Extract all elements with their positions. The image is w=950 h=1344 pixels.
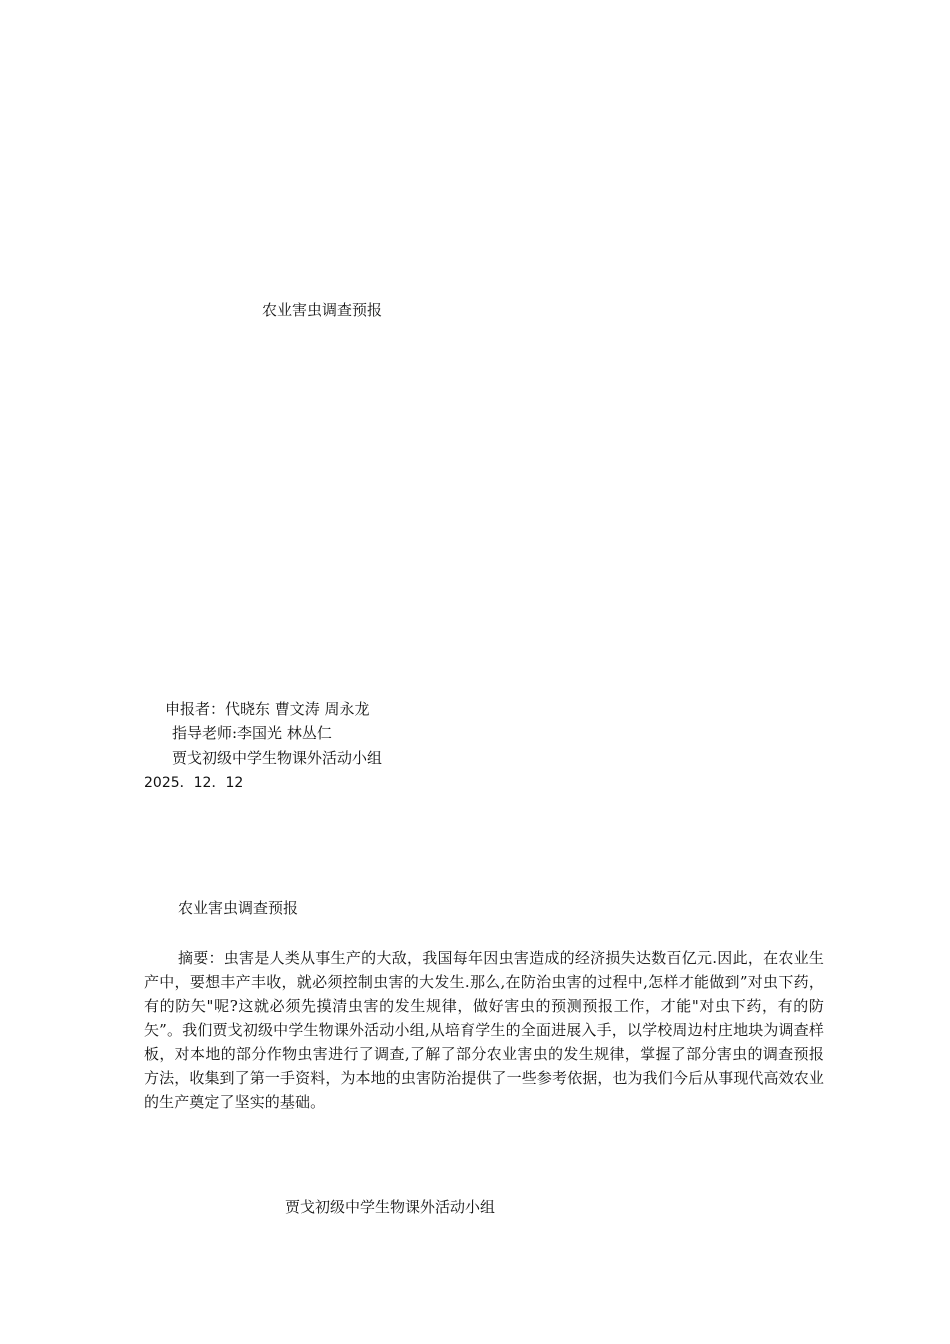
applicants-line: 申报者：代晓东 曹文涛 周永龙 [165, 700, 370, 718]
document-title: 农业害虫调查预报 [178, 899, 299, 917]
abstract-paragraph: 摘要：虫害是人类从事生产的大敌，我国每年因虫害造成的经济损失达数百亿元.因此，在农业生产中，要想丰产丰收，就必须控制虫害的大发生.那么,在防治虫害的过程中,怎样才能做到”对虫下药，有的防矢"呢?这就必须先摸清虫害的发生规律，做好害虫的预测预报工作，才能"对虫下药，有的防矢”。我们贾戈初级中学生物课外活动小组,从培育学生的全面进展入手，以学校周边村庄地块为调查样板，对本地的部分作物虫害进行了调查,了解了部分农业害虫的发生规律，掌握了部分害虫的调查预报方法，收集到了第一手资料，为本地的虫害防治提供了一些参考依据，也为我们今后从事现代高效农业的生产奠定了坚实的基础。 [144, 949, 824, 1111]
footer-group-name: 贾戈初级中学生物课外活动小组 [285, 1198, 496, 1216]
advisors-line: 指导老师:李国光 林丛仁 [172, 724, 332, 742]
group-name: 贾戈初级中学生物课外活动小组 [172, 749, 383, 767]
report-date: 2025．12．12 [144, 775, 244, 791]
cover-title: 农业害虫调查预报 [262, 301, 383, 319]
